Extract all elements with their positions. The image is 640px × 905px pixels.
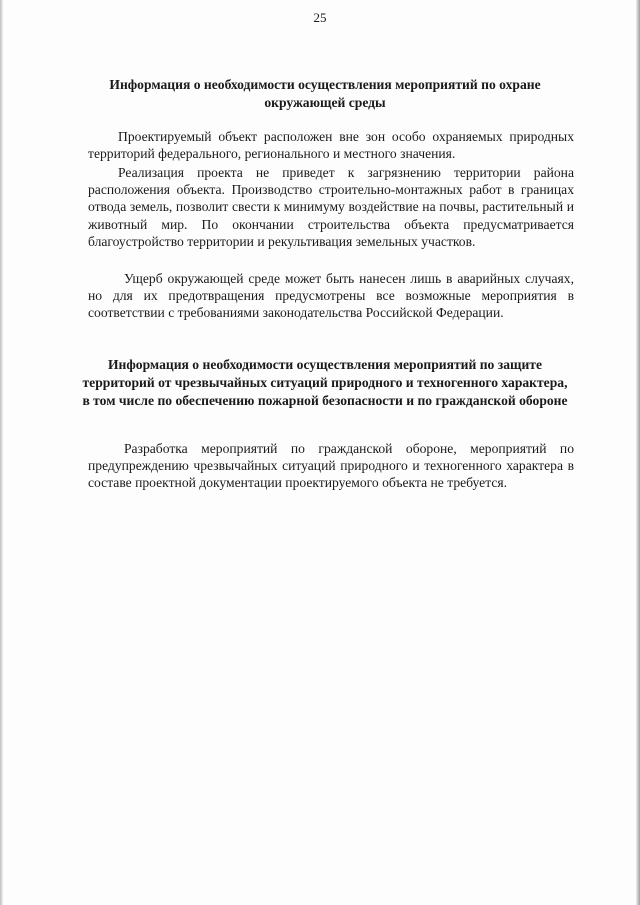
paragraph: Ущерб окружающей среде может быть нанесен лишь в аварийных случаях, но для их предотвращения предусмотрены все возможные мероприятия в соответствии с требованиями законодательства Российской Федерации. <box>88 271 574 321</box>
paragraph: Проектируемый объект расположен вне зон особо охраняемых природных территорий федерального, регионального и местного значения. <box>88 129 574 162</box>
paragraph: Разработка мероприятий по гражданской обороне, мероприятий по предупреждению чрезвычайных ситуаций природного и техногенного характера в составе проектной документации проектируемого объекта не требуется. <box>88 441 574 491</box>
section-heading-environment: Информация о необходимости осуществления мероприятий по охране окружающей среды <box>109 77 541 110</box>
scan-edge-right <box>636 0 640 905</box>
page-number: 25 <box>313 10 327 25</box>
section-heading-emergency: Информация о необходимости осуществления мероприятий по защите территорий от чрезвычайных ситуаций природного и техногенного характера, в том числе по обеспечению пожарной безопасности и по гражданской обороне <box>82 357 568 408</box>
scan-edge-left <box>0 0 3 905</box>
paragraph: Реализация проекта не приведет к загрязнению территории района расположения объекта. Производство строительно-монтажных работ в границах отвода земель, позволит свести к минимуму воздействие на почвы, растительный и животный мир. По окончании строительства объекта предусматривается благоустройство территории и рекультивация земельных участков. <box>88 165 574 249</box>
